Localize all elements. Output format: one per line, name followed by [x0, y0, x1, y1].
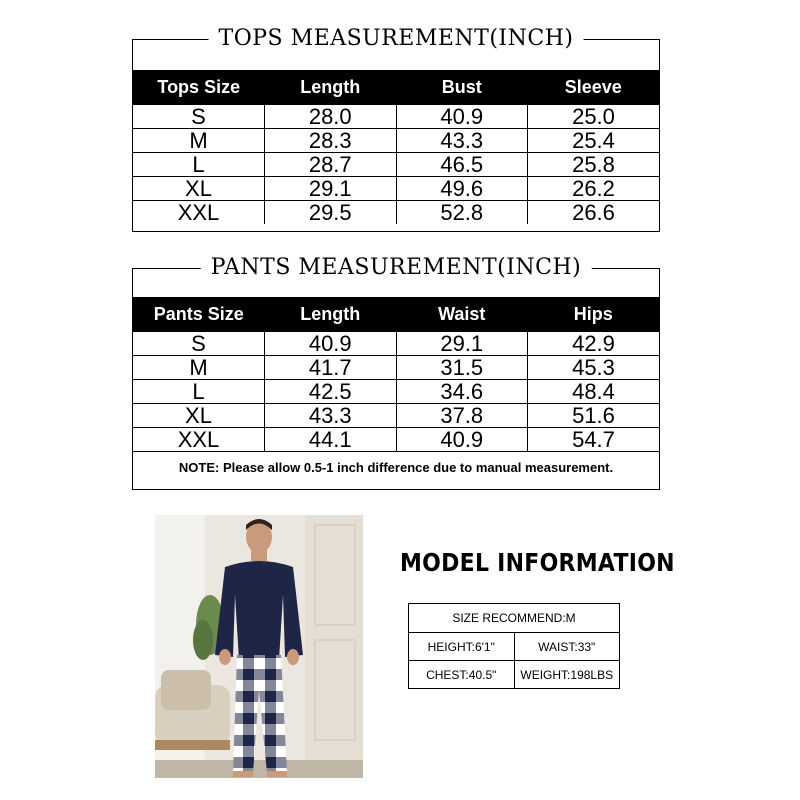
pants-cell: 37.8 — [396, 404, 528, 428]
tops-header-bust: Bust — [396, 70, 528, 105]
tops-cell: L — [133, 153, 265, 177]
tops-header-row — [133, 70, 659, 105]
pants-title: PANTS MEASUREMENT(INCH) — [201, 254, 592, 282]
pants-table — [133, 297, 659, 452]
tops-cell: 46.5 — [396, 153, 528, 177]
model-height: HEIGHT:6'1" — [427, 639, 495, 654]
table-row — [133, 404, 659, 428]
tops-cell: XL — [133, 177, 265, 201]
pants-section — [132, 255, 660, 490]
model-row-size — [409, 604, 619, 632]
tops-cell: 28.7 — [265, 153, 397, 177]
tops-title: TOPS MEASUREMENT(INCH) — [209, 25, 584, 53]
table-row — [133, 105, 659, 129]
pants-cell: 48.4 — [528, 380, 660, 404]
pants-header-length: Length — [265, 297, 397, 332]
pants-cell: 43.3 — [265, 404, 397, 428]
tops-cell: 25.8 — [528, 153, 660, 177]
pants-cell: 29.1 — [396, 332, 528, 356]
tops-cell: 26.2 — [528, 177, 660, 201]
pants-cell: 44.1 — [265, 428, 397, 452]
pants-cell: 41.7 — [265, 356, 397, 380]
model-photo — [155, 515, 363, 778]
tops-cell: 40.9 — [396, 105, 528, 129]
size-recommend: SIZE RECOMMEND:M — [452, 611, 576, 625]
tops-cell: 26.6 — [528, 201, 660, 225]
pants-cell: 54.7 — [528, 428, 660, 452]
pants-header-row — [133, 297, 659, 332]
tops-cell: 29.1 — [265, 177, 397, 201]
tops-header-length: Length — [265, 70, 397, 105]
pants-cell: 51.6 — [528, 404, 660, 428]
tops-table — [133, 70, 659, 224]
tops-header-sleeve: Sleeve — [528, 70, 660, 105]
tops-cell: 49.6 — [396, 177, 528, 201]
pants-header-waist: Waist — [396, 297, 528, 332]
pants-cell: S — [133, 332, 265, 356]
pants-cell: 42.9 — [528, 332, 660, 356]
tops-cell: 28.0 — [265, 105, 397, 129]
pants-cell: 42.5 — [265, 380, 397, 404]
tops-cell: 28.3 — [265, 129, 397, 153]
model-row-chest-weight — [409, 660, 619, 688]
tops-cell: 29.5 — [265, 201, 397, 225]
pants-cell: M — [133, 356, 265, 380]
table-row — [133, 356, 659, 380]
table-row — [133, 201, 659, 225]
tops-cell: XXL — [133, 201, 265, 225]
tops-cell: 43.3 — [396, 129, 528, 153]
model-weight: WEIGHT:198LBS — [514, 661, 620, 688]
pants-cell: 34.6 — [396, 380, 528, 404]
pants-cell: XXL — [133, 428, 265, 452]
table-row — [133, 129, 659, 153]
tops-header-size: Tops Size — [133, 70, 265, 105]
tops-cell: 52.8 — [396, 201, 528, 225]
pants-header-size: Pants Size — [133, 297, 265, 332]
tops-cell: S — [133, 105, 265, 129]
tops-section — [132, 26, 660, 232]
pants-cell: L — [133, 380, 265, 404]
tops-cell: M — [133, 129, 265, 153]
model-row-height-waist — [409, 632, 619, 660]
model-waist: WAIST:33" — [514, 633, 620, 660]
measurement-note: NOTE: Please allow 0.5-1 inch difference due to manual measurement. — [178, 460, 614, 475]
pants-cell: 40.9 — [396, 428, 528, 452]
pants-cell: XL — [133, 404, 265, 428]
model-info-title: MODEL INFORMATION — [400, 548, 675, 577]
pants-cell: 45.3 — [528, 356, 660, 380]
pants-header-hips: Hips — [528, 297, 660, 332]
pants-cell: 40.9 — [265, 332, 397, 356]
model-chest: CHEST:40.5" — [426, 667, 497, 682]
table-row — [133, 380, 659, 404]
model-photo-illustration — [155, 515, 363, 778]
tops-cell: 25.0 — [528, 105, 660, 129]
table-row — [133, 428, 659, 452]
table-row — [133, 177, 659, 201]
table-row — [133, 153, 659, 177]
table-row — [133, 332, 659, 356]
pants-cell: 31.5 — [396, 356, 528, 380]
model-info-table — [408, 603, 620, 689]
tops-cell: 25.4 — [528, 129, 660, 153]
